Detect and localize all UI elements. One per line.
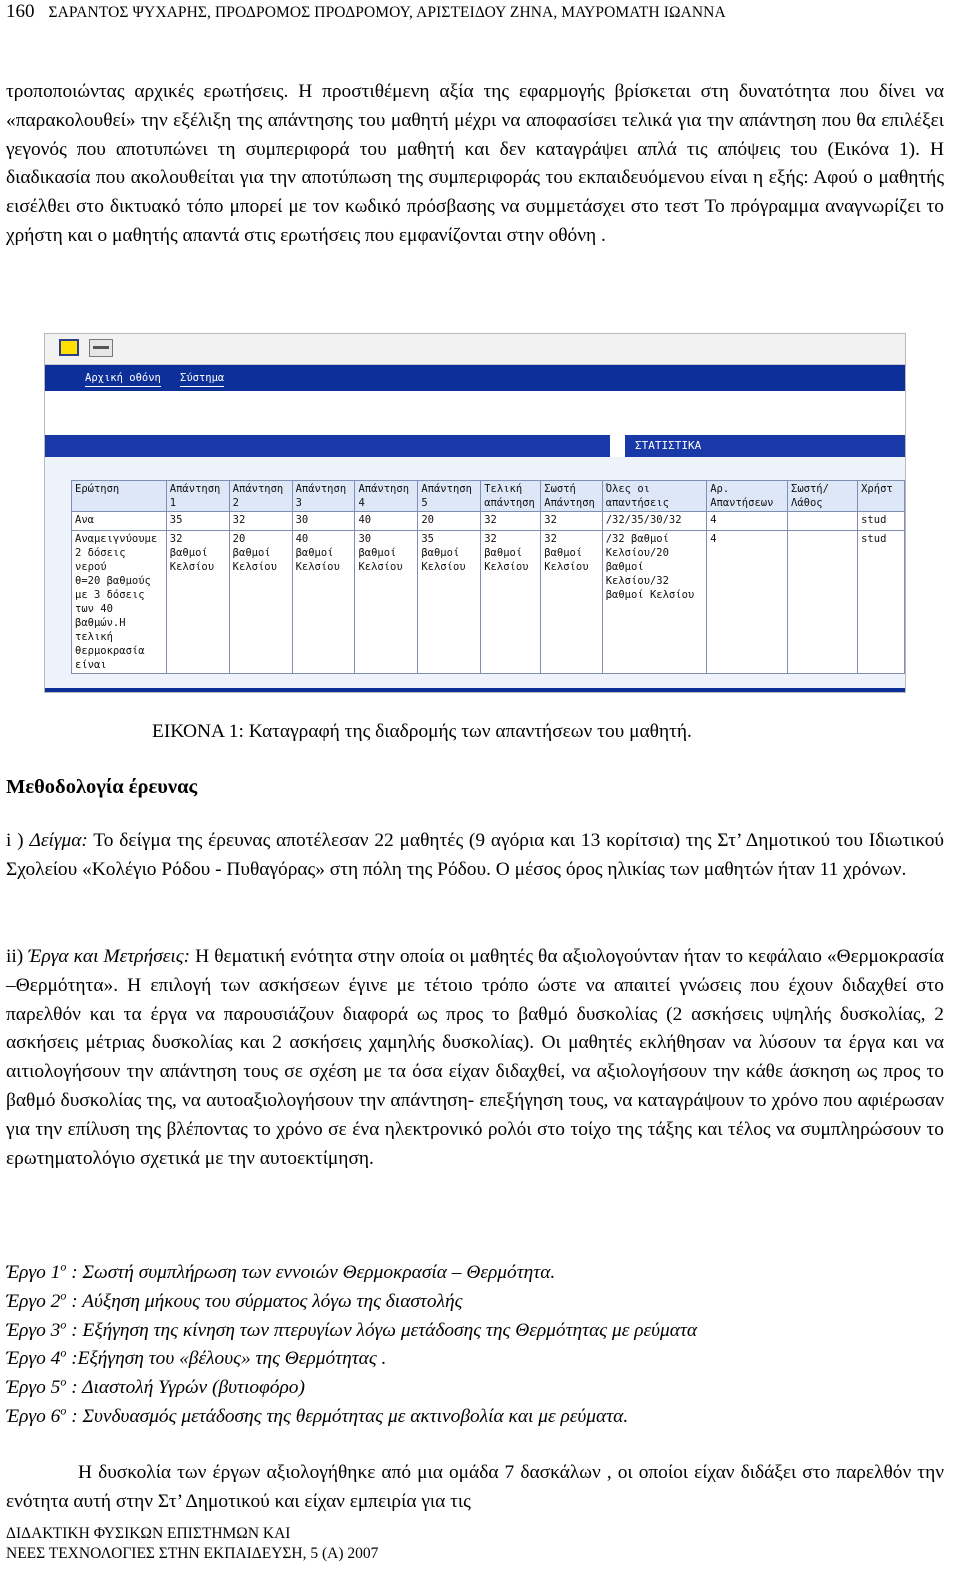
authors-header: ΣΑΡΑΝΤΟΣ ΨΥΧΑΡΗΣ, ΠΡΟΔΡΟΜΟΣ ΠΡΟΔΡΟΜΟΥ, ΑΡΙΣΤΕΙΔΟΥ ΖΗΝΑ, ΜΑΥΡΟΜΑΤΗ ΙΩΑΝΝΑ: [48, 4, 726, 21]
table-row: [72, 531, 905, 674]
tasks-text: Η θεματική ενότητα στην οποία οι μαθητές θα αξιολογούνταν ήταν το κεφάλαιο «Θερμοκρασία –Θερμότητα». Η επιλογή των ασκήσεων έγινε με τέτοιο τρόπο ώστε να απαιτεί γνώσεις που έχουν διδαχθεί στο παρελθόν και τα έργα να παρουσιάζουν διαφορά ως προς το βαθμό δυσκολίας (2 ασκήσεις υψηλής δυσκολίας, 2 ασκήσεις μέτριας δυσκολίας και 2 ασκήσεις χαμηλής δυσκολίας). Οι μαθητές εκλήθησαν να λύσουν τα έργα και να αιτιολογήσουν την απάντηση τους σε σχέση με τα όσα είχαν διδαχθεί, να αξιολογήσουν την κάθε άσκηση ως προς το βαθμό δυσκολίας της, να αυτοαξιολογήσουν την απάντηση- επεξήγηση τους, να καταγράψουν το χρόνο που αφιέρωσαν για την επίλυση της βλέποντας το χρόνο σε ένα ηλεκτρονικό ρολόι στο τοίχο της τάξης και τέλος να συμπληρώσουν το ερωτηματολόγιο σχετικά με την αυτοεκτίμηση.: [6, 946, 944, 1169]
figure-blank-area: [45, 391, 905, 435]
paragraph-tasks-measurements: [6, 943, 944, 1173]
col-all-answers: Όλες οι απαντήσεις: [602, 481, 706, 512]
table-cell: 20: [418, 512, 481, 531]
task-sup: ο: [60, 1345, 67, 1360]
menu-system[interactable]: Σύστημα: [180, 370, 224, 387]
task-sup: ο: [60, 1317, 67, 1332]
table-cell: [788, 531, 858, 674]
task-text: : Σωστή συμπλήρωση των εννοιών Θερμοκρασία – Θερμότητα.: [66, 1262, 556, 1283]
table-cell: Ανα: [72, 512, 167, 531]
menu-home-screen[interactable]: Αρχική οθόνη: [85, 370, 161, 387]
sample-lead: i ): [6, 830, 30, 851]
printer-icon[interactable]: [89, 339, 113, 357]
col-answer-3: Απάντηση 3: [292, 481, 355, 512]
list-item: [6, 1345, 944, 1374]
table-cell: /32/35/30/32: [602, 512, 706, 531]
col-answer-5: Απάντηση 5: [418, 481, 481, 512]
table-cell: 32 βαθμοί Κελσίου: [541, 531, 602, 674]
table-cell: 20 βαθμοί Κελσίου: [229, 531, 292, 674]
task-prefix: Έργο 4: [6, 1348, 61, 1370]
task-text: :Εξήγηση του «βέλους» της Θερμότητας .: [66, 1348, 387, 1370]
task-prefix: Έργο 5: [6, 1377, 61, 1399]
table-row: [72, 512, 905, 531]
col-answer-1: Απάντηση 1: [166, 481, 229, 512]
figure-toolbar: [45, 334, 905, 365]
figure-status-bar: [45, 688, 905, 692]
task-prefix: Έργο 3: [6, 1319, 61, 1341]
task-sup: ο: [60, 1259, 67, 1274]
sample-lead-italic: Δείγμα:: [29, 830, 88, 851]
table-cell: 32 βαθμοί Κελσίου: [481, 531, 541, 674]
paragraph-sample: [6, 827, 944, 885]
figure-menubar: [45, 365, 905, 391]
table-cell: Αναμειγνύουμε 2 δόσεις νερού θ=20 βαθμούς με 3 δόσεις των 40 βαθμών.Η τελική θερμοκρασία είναι: [72, 531, 167, 674]
list-item: [6, 1403, 944, 1432]
table-cell: stud: [858, 512, 905, 531]
home-icon[interactable]: [59, 339, 79, 356]
col-answer-count: Αρ. Απαντήσεων: [707, 481, 788, 512]
list-item: [6, 1288, 944, 1317]
task-text: : Διαστολή Υγρών (βυτιοφόρο): [66, 1377, 305, 1399]
footer-line-2: ΝΕΕΣ ΤΕΧΝΟΛΟΓΙΕΣ ΣΤΗΝ ΕΚΠΑΙΔΕΥΣΗ, 5 (Α) 2007: [6, 1545, 379, 1562]
col-correct-wrong: Σωστή/Λάθος: [788, 481, 858, 512]
col-correct-answer: Σωστή Απάντηση: [541, 481, 602, 512]
table-cell: 32: [481, 512, 541, 531]
table-cell: 35 βαθμοί Κελσίου: [418, 531, 481, 674]
statistics-table: [71, 480, 905, 674]
journal-footer: [6, 1524, 378, 1564]
section-heading: Μεθοδολογία έρευνας: [6, 776, 198, 798]
task-sup: ο: [60, 1403, 67, 1418]
task-sup: ο: [60, 1288, 67, 1303]
col-answer-4: Απάντηση 4: [355, 481, 418, 512]
running-head: [6, 0, 946, 26]
table-cell: 32: [541, 512, 602, 531]
table-cell: [788, 512, 858, 531]
table-cell: 32 βαθμοί Κελσίου: [166, 531, 229, 674]
footer-line-1: ΔΙΔΑΚΤΙΚΗ ΦΥΣΙΚΩΝ ΕΠΙΣΤΗΜΩΝ ΚΑΙ: [6, 1525, 291, 1542]
table-cell: 32: [229, 512, 292, 531]
col-user: Χρήστ: [858, 481, 905, 512]
task-prefix: Έργο 6: [6, 1405, 61, 1427]
caption-text: Καταγραφή της διαδρομής των απαντήσεων του μαθητή.: [243, 721, 692, 742]
table-cell: 35: [166, 512, 229, 531]
figure-caption: [152, 718, 944, 746]
table-cell: 30: [292, 512, 355, 531]
task-text: : Αύξηση μήκους του σύρματος λόγω της διαστολής: [66, 1290, 463, 1312]
tasks-lead: ii): [6, 946, 29, 967]
paragraph-intro: τροποποιώντας αρχικές ερωτήσεις. Η προστιθέμενη αξία της εφαρμογής βρίσκεται στη δυνατότητα που δίνει να «παρακολουθεί» την εξέλιξη της απάντησης του μαθητή μέχρι να αποφασίσει τελικά για την απάντηση που θα επιλέξει γεγονός που αποτυπώνει τη συμπεριφορά του μαθητή και δεν καταγράψει απλά τις απόψεις του (Εικόνα 1). Η διαδικασία που ακολουθείται για την αποτύπωση της συμπεριφοράς του εκπαιδευόμενου είναι η εξής: Αφού ο μαθητής εισέλθει στο δικτυακό τόπο μπορεί με τον κωδικό πρόσβασης να συμμετάσχει στο τεστ Το πρόγραμμα αναγνωρίζει το χρήστη και ο μαθητής απαντά στις ερωτήσεις που εμφανίζονται στην οθόνη .: [6, 81, 944, 246]
tasks-lead-italic: Έργα και Μετρήσεις:: [28, 946, 191, 967]
table-cell: 4: [707, 531, 788, 674]
table-cell: 30 βαθμοί Κελσίου: [355, 531, 418, 674]
statistics-label: ΣΤΑΤΙΣΤΙΚΑ: [635, 439, 702, 452]
task-prefix: Έργο 2: [6, 1290, 61, 1312]
task-text: : Συνδυασμός μετάδοσης της θερμότητας με ακτινοβολία και με ρεύματα.: [66, 1405, 629, 1427]
table-cell: 40 βαθμοί Κελσίου: [292, 531, 355, 674]
col-final-answer: Τελική απάντηση: [481, 481, 541, 512]
table-cell: stud: [858, 531, 905, 674]
list-item: [6, 1259, 944, 1288]
task-sup: ο: [60, 1374, 67, 1389]
task-prefix: Έργο 1: [6, 1262, 61, 1283]
table-cell: 4: [707, 512, 788, 531]
list-item: [6, 1374, 944, 1403]
caption-label: ΕΙΚΟΝΑ 1:: [152, 721, 244, 742]
figure-screenshot: [44, 333, 906, 693]
table-cell: /32 βαθμοί Κελσίου/20 βαθμοί Κελσίου/32 βαθμοί Κελσίου: [602, 531, 706, 674]
page-number: 160: [6, 1, 35, 22]
figure-panel-statistics: [625, 435, 905, 457]
col-question: Ερώτηση: [72, 481, 167, 512]
table-cell: 40: [355, 512, 418, 531]
figure-panel-left: [45, 435, 610, 457]
task-list: [6, 1259, 944, 1432]
col-answer-2: Απάντηση 2: [229, 481, 292, 512]
task-text: : Εξήγηση της κίνηση των πτερυγίων λόγω μετάδοσης της Θερμότητας με ρεύματα: [66, 1319, 698, 1341]
paragraph-difficulty: Η δυσκολία των έργων αξιολογήθηκε από μια ομάδα 7 δασκάλων , οι οποίοι είχαν διδάξει στο παρελθόν την ενότητα αυτή στην Στ’ Δημοτικού και είχαν εμπειρία για τις: [6, 1462, 944, 1512]
sample-text: Το δείγμα της έρευνας αποτέλεσαν 22 μαθητές (9 αγόρια και 13 κορίτσια) της Στ’ Δημοτικού του Ιδιωτικού Σχολείου «Κολέγιο Ρόδου - Πυθαγόρας» στη πόλη της Ρόδου. Ο μέσος όρος ηλικίας των μαθητών ήταν 11 χρόνων.: [6, 830, 944, 880]
list-item: [6, 1317, 944, 1346]
table-header-row: [72, 481, 905, 512]
